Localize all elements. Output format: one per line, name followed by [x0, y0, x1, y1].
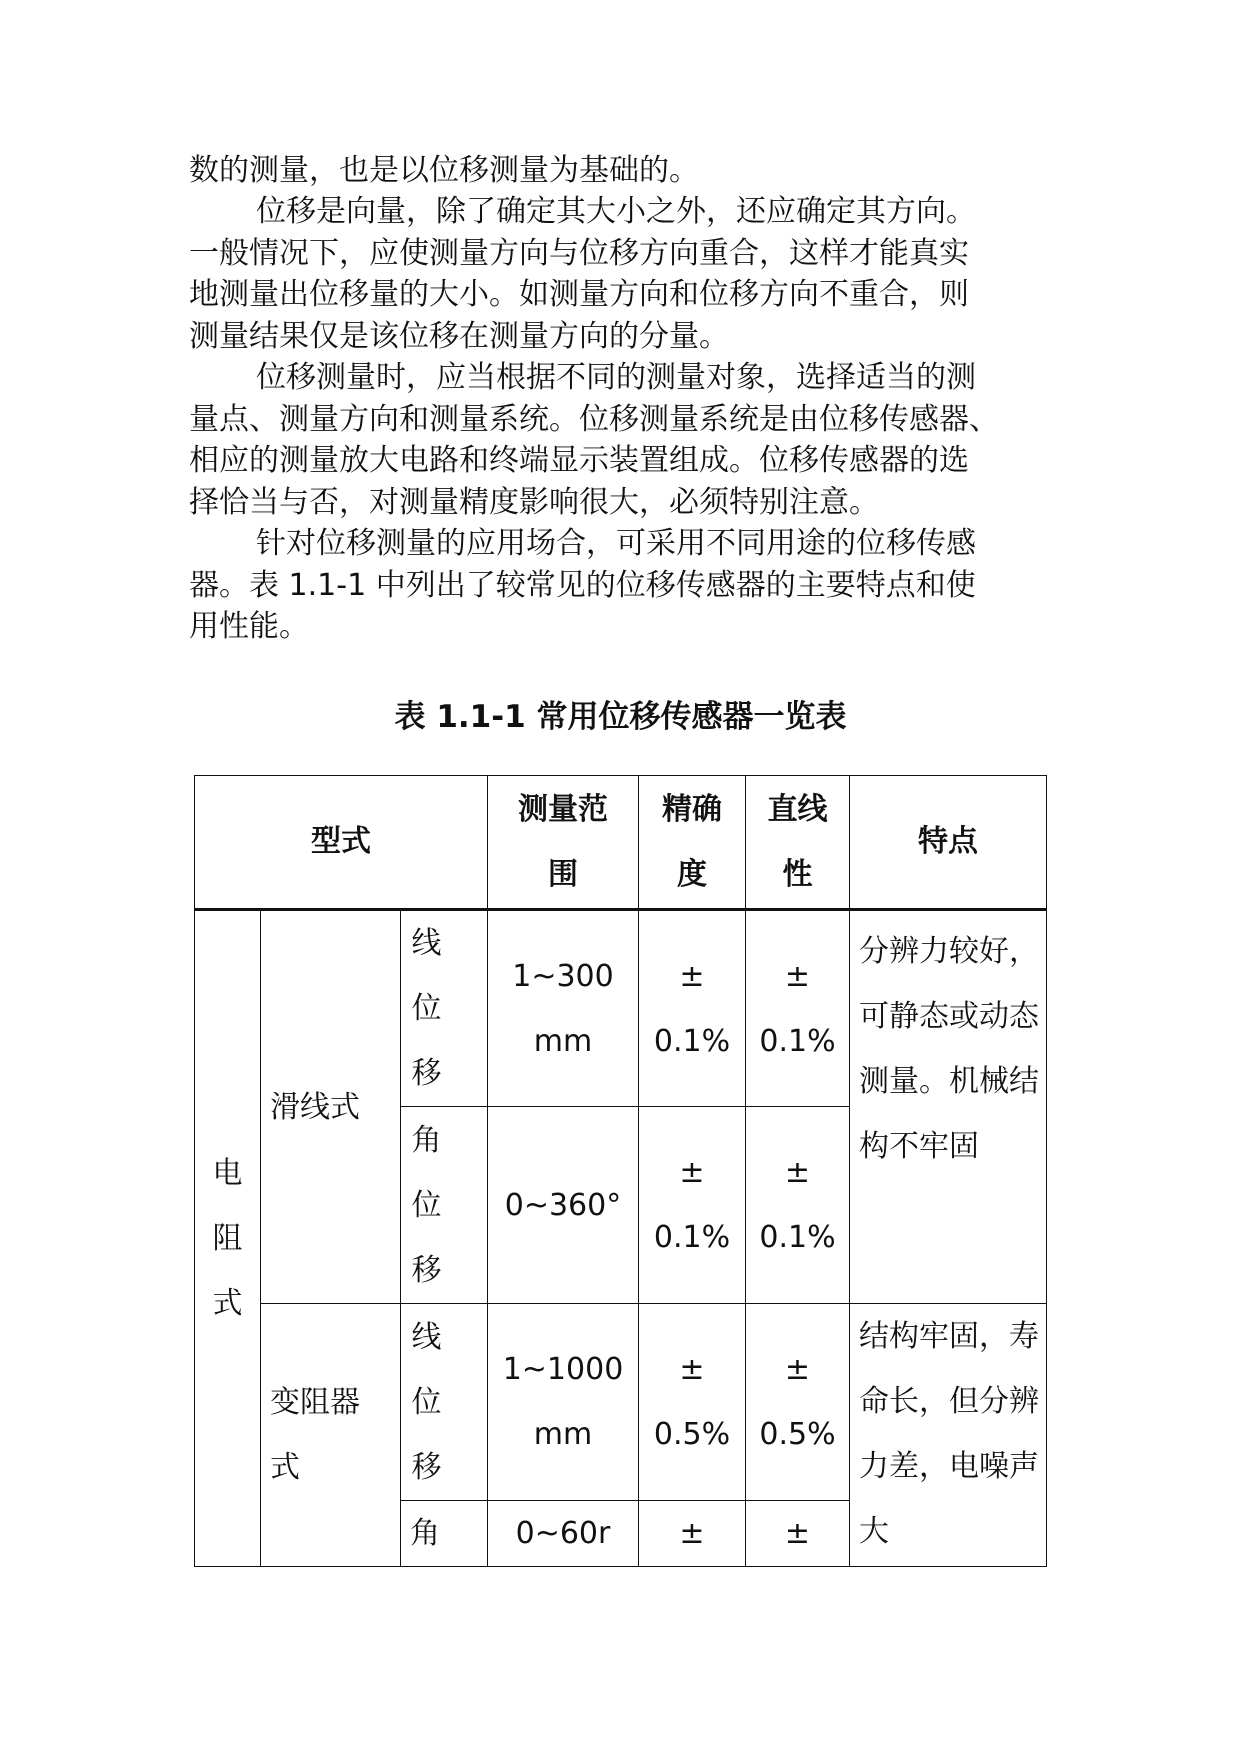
- paragraph-2: [189, 191, 1059, 357]
- text-line: 针对位移测量的应用场合，可采用不同用途的位移传感: [256, 526, 976, 561]
- header-range-text: 测量范围: [518, 792, 608, 892]
- text-line: 测量结果仅是该位移在测量方向的分量。: [189, 318, 729, 354]
- header-accuracy: [639, 776, 746, 910]
- text-line: 相应的测量放大电路和终端显示装置组成。位移传感器的选: [189, 443, 969, 478]
- text-line: 位移是向量，除了确定其大小之外，还应确定其方向。: [256, 194, 976, 229]
- paragraph-3: [189, 357, 1059, 523]
- mode-text: 线位移: [411, 926, 442, 1091]
- header-type: 型式: [195, 776, 488, 910]
- range-cell: 1~300 mm: [488, 910, 639, 1107]
- text-line: 用性能。: [189, 609, 309, 644]
- header-range: [488, 776, 639, 910]
- header-accuracy-text: 精确度: [662, 792, 722, 892]
- sensor-table: [194, 775, 1047, 1567]
- header-linearity: [746, 776, 850, 910]
- range-cell: 1~1000 mm: [488, 1304, 639, 1501]
- range-cell: 0~60r: [488, 1501, 639, 1567]
- accuracy-cell: ± 0.5%: [639, 1304, 746, 1501]
- table-row: [195, 1304, 1047, 1501]
- table-row: [195, 910, 1047, 1107]
- group-text: 电阻式: [212, 1156, 243, 1321]
- accuracy-cell: ±: [639, 1501, 746, 1567]
- accuracy-cell: ± 0.1%: [639, 1107, 746, 1304]
- text-line: 地测量出位移量的大小。如测量方向和位移方向不重合，则: [189, 277, 969, 312]
- paragraph-4: [189, 523, 1059, 648]
- table-header-row: [195, 776, 1047, 910]
- subtype-text: 变阻器式: [270, 1385, 360, 1485]
- linearity-cell: ± 0.5%: [746, 1304, 850, 1501]
- mode-text: 角位移: [411, 1122, 442, 1288]
- mode-cell: [401, 910, 488, 1107]
- paragraph-1: [189, 150, 1059, 192]
- linearity-cell: ±: [746, 1501, 850, 1567]
- features-text: 分辨力较好，可静态或动态测量。机械结构不牢固: [859, 934, 1039, 1164]
- features-cell: [850, 910, 1047, 1304]
- features-cell: [850, 1304, 1047, 1567]
- subtype-cell: 滑线式: [261, 910, 401, 1304]
- header-linearity-text: 直线性: [767, 792, 828, 892]
- group-cell: [195, 910, 261, 1567]
- mode-cell: [401, 1107, 488, 1304]
- subtype-cell: [261, 1304, 401, 1567]
- table-caption: 表 1.1-1 常用位移传感器一览表: [394, 699, 847, 735]
- text-line: 择恰当与否，对测量精度影响很大，必须特别注意。: [189, 484, 879, 520]
- range-cell: 0~360°: [488, 1107, 639, 1304]
- mode-cell: 角: [401, 1501, 488, 1567]
- features-text: 结构牢固，寿命长，但分辨力差，电噪声大: [859, 1319, 1039, 1549]
- text-line: 量点、测量方向和测量系统。位移测量系统是由位移传感器、: [189, 401, 999, 437]
- linearity-cell: ± 0.1%: [746, 1107, 850, 1304]
- accuracy-cell: ± 0.1%: [639, 910, 746, 1107]
- text-line: 一般情况下，应使测量方向与位移方向重合，这样才能真实: [189, 235, 969, 271]
- text-line: 位移测量时，应当根据不同的测量对象，选择适当的测: [256, 360, 976, 395]
- mode-cell: [401, 1304, 488, 1501]
- mode-text: 线位移: [411, 1319, 442, 1485]
- header-features: 特点: [850, 776, 1047, 910]
- text-line: 器。表 1.1-1 中列出了较常见的位移传感器的主要特点和使: [189, 567, 976, 603]
- text-line: 数的测量，也是以位移测量为基础的。: [189, 153, 699, 188]
- linearity-cell: ± 0.1%: [746, 910, 850, 1107]
